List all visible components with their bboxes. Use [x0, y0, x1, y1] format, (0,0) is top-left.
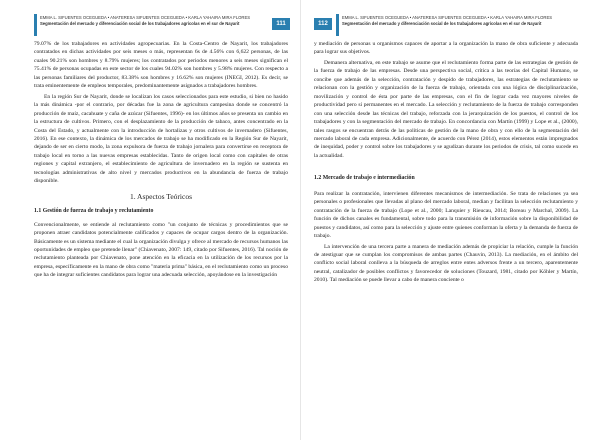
left-header-text — [40, 15, 250, 27]
paragraph: y mediación de personas u organismos capaces de aportar a la organización la mano de obra suficiente y adecuada para lograr sus objetivos. — [314, 41, 578, 56]
right-page-number: 112 — [314, 18, 332, 30]
paragraph: La intervención de una tercera parte a manera de mediación además de propiciar la relación, cumple la función de atestiguar que se cumplan los compromisos de ambas partes (Chauvin, 2013). La mediación, en el ámbito del conflicto social laboral conlleva a la búsqueda de arreglos entre entes adversos frente a un tercero, aparentemente neutral, catalizador de posibles conflictos y favorecedor de soluciones (Touzard, 1981, citado por Köhler y Martín, 2010). Tal mediación se puede llevar a cabo de manera conciente o — [314, 243, 578, 284]
left-running-header — [34, 14, 288, 36]
right-page — [302, 0, 600, 440]
left-page-number: 111 — [272, 18, 290, 30]
right-body — [314, 40, 578, 285]
paragraph: Convencionalmente, se entiende al reclutamiento como "un conjunto de técnicas y procedimientos que se proponen atraer candidatos potencialmente calificados y capaces de ocupar cargos dentro de la organización. Básicamente es un sistema mediante el cual la organización divulga y ofrece al mercado de recursos humanos las oportunidades de empleo que pretende llenar" (Chiavenato, 2007: 149, citado por Sifuentes, 2016). Tal noción de reclutamiento planteada por Chiavenato, pone atención en la eficacia en la utilización de los recursos por la empresa, específicamente en la mano de obra como "materia prima" básica, en el reclutamiento como un proceso que ha de integrar suficientes candidatos para lograr una adecuada selección, apoyándose en la investigación — [34, 221, 288, 279]
left-body — [34, 40, 288, 280]
section-heading: 1. Aspectos Teóricos — [129, 191, 193, 201]
right-running-header — [314, 14, 578, 36]
header-accent-bar — [336, 14, 339, 36]
page-gutter — [300, 0, 301, 440]
paragraph: 79.07% de los trabajadores en actividades agropecuarias. En la Costa-Centro de Nayarit, los trabajadores contratados en dichas actividades por seis meses o más, representan 6s de 4.56% con 6,622 personas, de las cuales 90.21% son hombres y 8.79% mujeres; los contratados por periodos menores a seis meses significan el 75.41% de personas ocupadas en este sector de los cuales 94.02% son hombres y 5.98% mujeres. Con respecto a las personas familiares del productor, 83.38% son hombres y 16.62% son mujeres (INEGI, 2012). Es decir, se trata eminentemente de empleos temporales, predominantemente asignados a trabajadores hombres. — [34, 41, 288, 90]
header-running-title: Segmentación del mercado y diferenciación social de los trabajadores agrícolas en el sur de Nayarit — [342, 21, 542, 27]
subsection-heading: 1.1 Gestión de fuerza de trabajo y reclutamiento — [34, 208, 154, 215]
paragraph: En la región Sur de Nayarit, donde se localizan los casos seleccionados para este estudio, si bien no hasido la más dinámica -por el contrario, por décadas fue la zona de agricultura campesina donde se concentró la producción de maíz, cacahuate y caña de azúcar (Sifuentes, 1996)- en los últimos años se presenta un cambio en la estructura de cultivos. Primero, con el desplazamiento de la producción de tabaco, antes concentrado en la Costa del Estado, y actualmente con la introducción de hortalizas y otros cultivos de invernadero (Sifuentes, 2016). En ese contexto, la dinámica de los mercados de trabajo se ha modificado en la Región Sur de Nayarit, dejando de ser en cierto modo, la zona expulsora de fuerza de trabajo jornalera para convertirse en receptora de trabajo local en torno a las nuevas empresas establecidas. Tanto de origen local como con capitales de otras regiones y capital extranjero, el establecimiento de agricultura de invernadero en la región se sustenta en tecnologías administrativas de alto nivel y mercados productivos en la abundancia de fuerza de trabajo disponible. — [34, 93, 288, 185]
header-authors: EMMA L. SIFUENTES OCEGUEDA • ANATERESA SIFUENTES OCEGUEDA • KARLA YAHAIRA MIRA FLORES — [342, 15, 553, 20]
right-header-text — [342, 15, 552, 27]
header-authors: EMMA L. SIFUENTES OCEGUEDA • ANATERESA SIFUENTES OCEGUEDA • KARLA YAHAIRA MIRA FLORES — [40, 15, 251, 20]
subsection-heading: 1.2 Mercado de trabajo e intermediación — [314, 175, 415, 182]
paragraph: Para realizar la contratación, intervienen diferentes mecanismos de intermediación. Se trata de relaciones ya sea personales o profesionales que llevadas al plano del mercado laboral, median y facilitan la selección reclutamiento y contratación de la fuerza de trabajo (Lope et al., 2000; Lanquier y Rieucau, 2014; Boreau y Marchal, 2009). La función de dichos canales es fundamental, sobre todo para la transmisión de información sobre la disponibilidad de puestos y candidatos, así como para la selección y ajuste entre quienes conforman la oferta y la demanda de fuerza de trabajo. — [314, 190, 578, 240]
header-running-title: Segmentación del mercado y diferenciación social de los trabajadores agrícolas en el sur de Nayarit — [40, 21, 240, 27]
paragraph: Demanera alternativa, en este trabajo se asume que el reclutamiento forma parte de las estrategias de gestión de la fuerza de trabajo de las empresas. Desde una perspectiva social, crítica a las teorías del Capital Humano, se concibe que además de la selección, contratación y despido de trabajadores, las estrategias de reclutamiento se relacionan con la gestión y organización de la fuerza de trabajo, orientada con una lógica de disciplinarización, movilización y control de ésta por parte de las empresas, con el fin de lograr cada vez mayores niveles de productividad pero sí permanentes en el mercado. La selección y reclutamiento de la fuerza de trabajo corresponden con una selección desde las técnicas del trabajo, reforzada con la jerarquización de los puestos, el control de los trabajadores y con la segmentación del mercado de trabajo. En concordancia con Martín (1999) y Lope et al., (2000), tales rasgos se encuentran detrás de las políticas de gestión de la mano de obra y con ello de la segmentación del mercado laboral de cada empresa. Adicionalmente, de acuerdo con Pérez (2014), estos elementos están impregnados de inequidad, poder y control sobre los trabajadores y se agudizan durante los periodos de crisis, tal como sucede en la actualidad. — [314, 59, 578, 159]
header-accent-bar — [34, 14, 37, 36]
